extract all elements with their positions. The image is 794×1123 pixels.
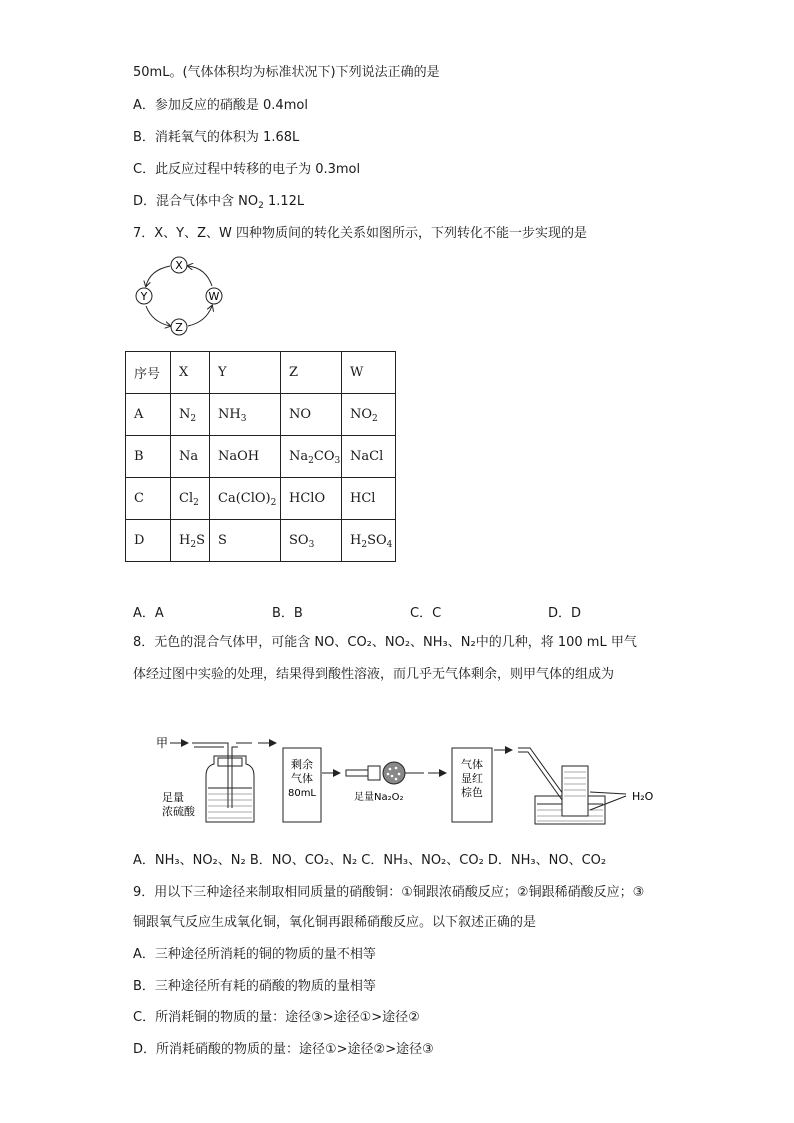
cell-x: $H_2S$: [171, 520, 210, 562]
conversion-cycle-diagram: [130, 254, 230, 338]
q8-options: A．NH₃、NO₂、N₂ B．NO、CO₂、N₂ C．NH₃、NO₂、CO₂ D．NH₃、NO、CO₂: [133, 853, 607, 868]
cell-w: $NO_2$: [342, 394, 396, 436]
row-id: C: [126, 478, 171, 520]
header-cell: 序号: [126, 352, 171, 394]
q9-option-a: A．三种途径所消耗的铜的物质的量不相等: [133, 947, 376, 962]
cell-z: NO: [281, 394, 342, 436]
box2-line2: 显红: [461, 772, 483, 785]
cell-x: $N_2$: [171, 394, 210, 436]
cycle-node-x: X: [175, 259, 183, 272]
flask-label-line1: 足量: [162, 791, 184, 804]
q9-stem-line1: 9．用以下三种途径来制取相同质量的硝酸铜：①铜跟浓硝酸反应；②铜跟稀硝酸反应；③: [133, 885, 645, 900]
q7-option-b: B．B: [272, 606, 303, 621]
q7-option-a: A．A: [133, 606, 164, 621]
cell-w: $H_2SO_4$: [342, 520, 396, 562]
cell-x: Na: [171, 436, 210, 478]
cell-y: NaOH: [210, 436, 281, 478]
cell-y: $Ca(ClO)_2$: [210, 478, 281, 520]
water-label: H₂O: [632, 790, 654, 803]
q8-stem-line2: 体经过图中实验的处理，结果得到酸性溶液，而几乎无气体剩余，则甲气体的组成为: [133, 667, 615, 682]
row-id: B: [126, 436, 171, 478]
q7-stem: 7．X、Y、Z、W 四种物质间的转化关系如图所示，下列转化不能一步实现的是: [133, 226, 588, 241]
q6-option-a: A．参加反应的硝酸是 0.4mol: [133, 98, 308, 113]
q6-option-c: C．此反应过程中转移的电子为 0.3mol: [133, 162, 361, 177]
cell-x: $Cl_2$: [171, 478, 210, 520]
table-row: [126, 436, 396, 478]
q7-option-d: D．D: [548, 606, 582, 621]
table-row: [126, 520, 396, 562]
q7-table: [125, 351, 396, 562]
q6-intro: 50mL。(气体体积均为标准状况下)下列说法正确的是: [133, 65, 440, 80]
row-id: D: [126, 520, 171, 562]
header-cell: Y: [210, 352, 281, 394]
q6-option-b: B．消耗氧气的体积为 1.68L: [133, 130, 300, 145]
q8-stem-line1: 8．无色的混合气体甲，可能含 NO、CO₂、NO₂、NH₃、N₂中的几种，将 100 mL 甲气: [133, 635, 637, 650]
header-cell: W: [342, 352, 396, 394]
header-cell: Z: [281, 352, 342, 394]
q7-option-c: C．C: [410, 606, 442, 621]
q9-stem-line2: 铜跟氧气反应生成氧化铜，氧化铜再跟稀硝酸反应。以下叙述正确的是: [133, 915, 537, 930]
cell-y: $NH_3$: [210, 394, 281, 436]
gas-jia-label: 甲: [156, 736, 169, 750]
q9-option-b: B．三种途径所有耗的硝酸的物质的量相等: [133, 979, 376, 994]
q6-option-d: D．混合气体中含 $NO_2$ 1.12L: [133, 194, 305, 211]
table-row: [126, 478, 396, 520]
cell-z: $SO_3$: [281, 520, 342, 562]
q9-option-c: C．所消耗铜的物质的量：途径③>途径①>途径②: [133, 1010, 420, 1025]
cell-y: S: [210, 520, 281, 562]
cycle-node-y: Y: [140, 290, 148, 303]
experiment-apparatus-diagram: [150, 728, 670, 832]
cell-w: HCl: [342, 478, 396, 520]
cell-w: NaCl: [342, 436, 396, 478]
cell-z: HClO: [281, 478, 342, 520]
table-row: [126, 394, 396, 436]
box1-line1: 剩余: [291, 758, 313, 771]
box2-line1: 气体: [461, 758, 483, 771]
cell-z: $Na_2CO_3$: [281, 436, 342, 478]
box1-line2: 气体: [291, 772, 313, 785]
row-id: A: [126, 394, 171, 436]
cycle-node-z: Z: [175, 321, 183, 334]
q9-option-d: D．所消耗硝酸的物质的量：途径①>途径②>途径③: [133, 1042, 434, 1057]
header-cell: X: [171, 352, 210, 394]
box1-line3: 80mL: [287, 788, 317, 799]
tube-label: 足量Na₂O₂: [354, 792, 404, 803]
table-header-row: [126, 352, 396, 394]
flask-label-line2: 浓硫酸: [162, 805, 195, 818]
cycle-node-w: W: [208, 290, 220, 303]
box2-line3: 棕色: [461, 786, 483, 799]
